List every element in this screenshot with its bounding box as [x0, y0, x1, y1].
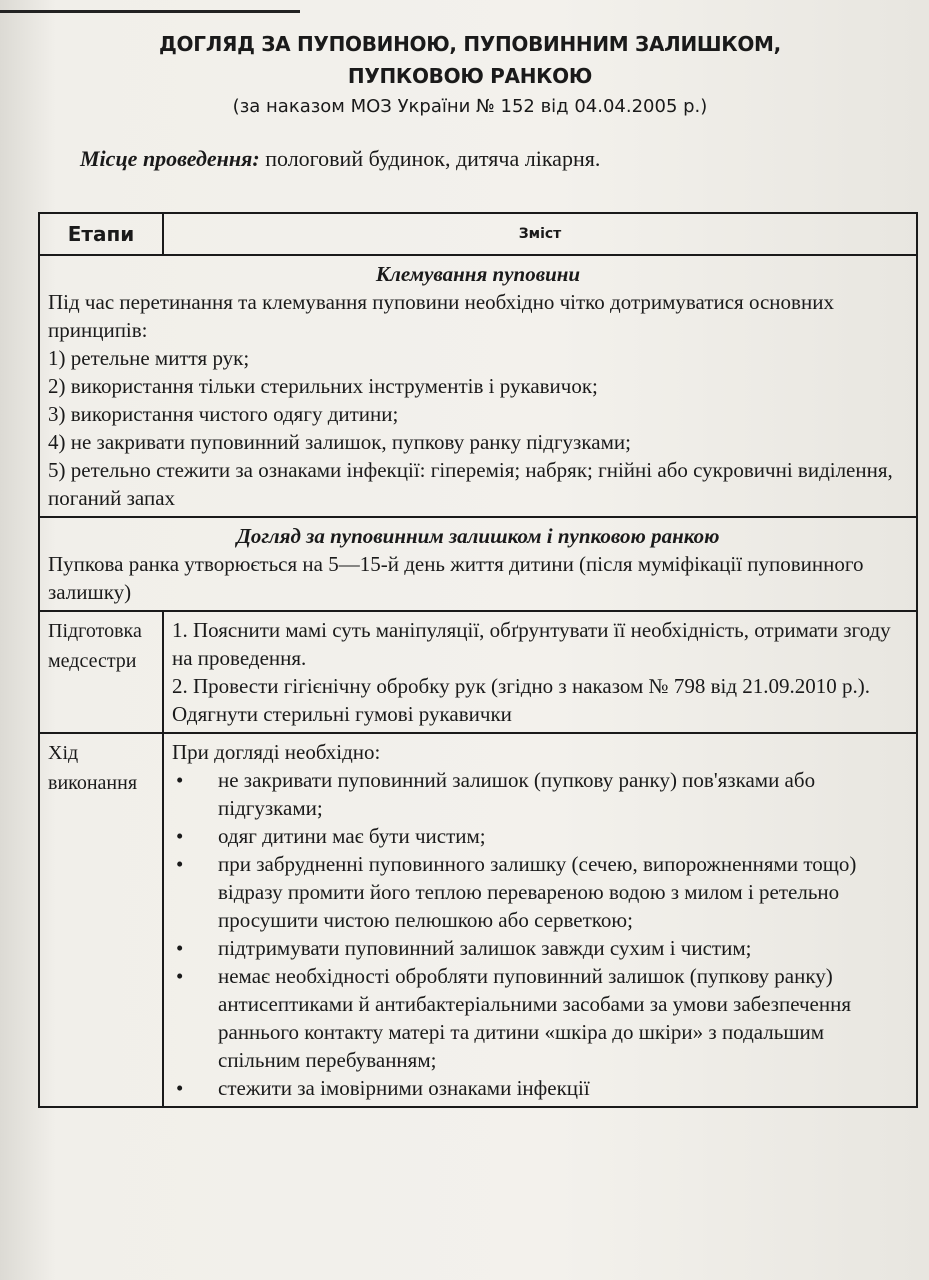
table-header-row — [39, 213, 917, 255]
care-text: Пупкова ранка утворюється на 5—15-й день життя дитини (після муміфікації пуповинного залишку) — [48, 552, 864, 604]
place-value: пологовий будинок, дитяча лікарня. — [259, 146, 601, 171]
row-execution — [39, 733, 917, 1107]
clamping-line: 2) використання тільки стерильних інструментів і рукавичок; — [48, 374, 598, 398]
list-item: • стежити за імовірними ознаками інфекції — [172, 1074, 908, 1102]
list-item: • при забрудненні пуповинного залишку (сечею, випорожненнями тощо) відразу промити його теплою переваренoю водою з милом і ретельно просушити чистою пелюшкою або серветкою; — [172, 850, 908, 934]
place-label: Місце проведення: — [80, 146, 260, 171]
list-item: • не закривати пуповинний залишок (пупкову ранку) пов'язками або підгузками; — [172, 766, 908, 822]
list-item: • немає необхідності обробляти пуповинний залишок (пупкову ранку) антисептиками й антибактеріальними засобами за умови забезпечення раннього контакту матері та дитини «шкіра до шкіри» з подальшим спільним перебуванням; — [172, 962, 908, 1074]
clamping-line: 3) використання чистого одягу дитини; — [48, 402, 399, 426]
title-line-1: ДОГЛЯД ЗА ПУПОВИНОЮ, ПУПОВИННИМ ЗАЛИШКОМ, — [159, 32, 781, 56]
page-title — [100, 28, 840, 92]
section-care — [39, 517, 917, 611]
prep-step: 1. Пояснити мамі суть маніпуляції, обґрунтувати її необхідність, отримати згоду на проведення. — [172, 618, 891, 670]
clamping-line: 1) ретельне миття рук; — [48, 346, 250, 370]
stage-preparation: Підготовка медсестри — [39, 611, 163, 733]
clamping-line: 4) не закривати пуповинний залишок, пупкову ранку підгузками; — [48, 430, 631, 454]
list-item: • підтримувати пуповинний залишок завжди сухим і чистим; — [172, 934, 908, 962]
exec-intro: При догляді необхідно: — [172, 740, 381, 764]
exec-bullets — [172, 766, 908, 1102]
page-subtitle: (за наказом МОЗ України № 152 від 04.04.2005 р.) — [232, 96, 708, 117]
list-item: • одяг дитини має бути чистим; — [172, 822, 908, 850]
clamping-line: 5) ретельно стежити за ознаками інфекції: гіперемія; набряк; гнійні або сукровичні виділення, поганий запах — [48, 458, 893, 510]
title-line-2: ПУПКОВОЮ РАНКОЮ — [347, 64, 593, 88]
procedure-table — [38, 212, 918, 1108]
header-content: Зміст — [163, 213, 917, 255]
clamping-line: Під час перетинання та клемування пуповини необхідно чітко дотримуватися основних принципів: — [48, 290, 834, 342]
section-title-care: Догляд за пуповинним залишком і пупковою ранкою — [236, 524, 720, 548]
prep-step: 2. Провести гігієнічну обробку рук (згідно з наказом № 798 від 21.09.2010 р.). Одягнути стерильні гумові рукавички — [172, 674, 871, 726]
stage-execution: Хід виконання — [39, 733, 163, 1107]
section-title-clamping: Клемування пуповини — [375, 262, 581, 286]
row-preparation — [39, 611, 917, 733]
top-rule — [0, 0, 300, 13]
section-clamping — [39, 255, 917, 517]
place-line — [80, 146, 600, 172]
header-stages: Етапи — [39, 213, 163, 255]
